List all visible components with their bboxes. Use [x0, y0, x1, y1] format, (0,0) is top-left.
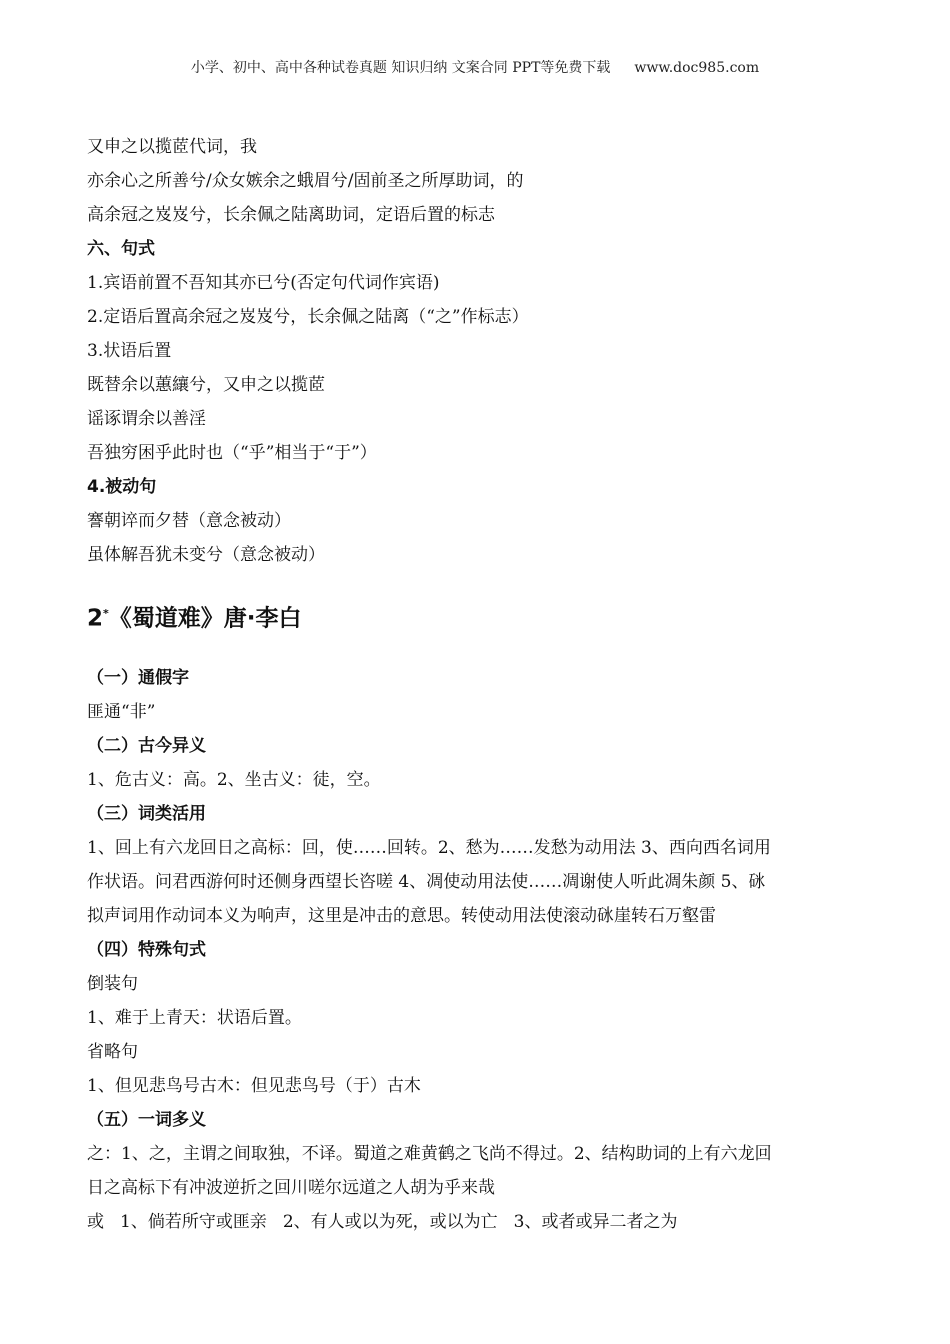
text-line: 之：1、之，主谓之间取独，不译。蜀道之难黄鹤之飞尚不得过。2、结构助词的上有六龙回	[87, 1143, 772, 1164]
header-text: 小学、初中、高中各种试卷真题 知识归纳 文案合同 PPT等免费下载	[190, 60, 611, 76]
text-line: 作状语。问君西游何时还侧身西望长咨嗟 4、凋使动用法使……凋谢使人听此凋朱颜 5、砯	[87, 871, 766, 892]
text-line: 省略句	[87, 1041, 138, 1062]
text-line: 1.宾语前置不吾知其亦已兮(否定句代词作宾语)	[87, 273, 440, 293]
text-line: 2.定语后置高余冠之岌岌兮，长余佩之陆离（“之”作标志）	[87, 307, 529, 327]
text-line: 拟声词用作动词本义为响声，这里是冲击的意思。转使动用法使滚动砯崖转石万壑雷	[87, 905, 716, 926]
poem-asterisk: *	[103, 607, 109, 620]
text-line: 又申之以揽茝代词，我	[87, 137, 257, 157]
text-line: 1、危古义：高。2、坐古义：徒，空。	[87, 769, 381, 790]
huo-label: 或	[87, 1211, 104, 1232]
huo-line	[87, 1205, 867, 1239]
text-line: 倒装句	[87, 973, 138, 994]
section-title: （四）特殊句式	[87, 939, 206, 960]
text-line: 亦余心之所善兮/众女嫉余之蛾眉兮/固前圣之所厚助词，的	[87, 171, 524, 191]
text-line: 虽体解吾犹未变兮（意念被动）	[87, 545, 325, 565]
document-body	[87, 130, 867, 1239]
poem-number: 2	[87, 605, 104, 632]
text-line: 謇朝谇而夕替（意念被动）	[87, 511, 291, 531]
section-title: 六、句式	[87, 239, 155, 259]
section-title: （一）通假字	[87, 667, 189, 688]
huo-item: 3、或者或异二者之为	[513, 1211, 678, 1232]
text-line: 吾独穷困乎此时也（“乎”相当于“于”）	[87, 443, 377, 463]
text-line: 1、难于上青天：状语后置。	[87, 1007, 302, 1028]
section-title: （三）词类活用	[87, 803, 206, 824]
header-url[interactable]: www.doc985.com	[634, 60, 760, 76]
huo-item: 2、有人或以为死，或以为亡	[282, 1211, 498, 1232]
text-line: 既替余以蕙纕兮，又申之以揽茝	[87, 375, 325, 395]
text-line: 3.状语后置	[87, 341, 172, 361]
text-line: 1、回上有六龙回日之高标：回，使……回转。2、愁为……发愁为动用法 3、西向西名词用	[87, 837, 771, 858]
text-line: 谣诼谓余以善淫	[87, 409, 206, 429]
page-header	[0, 57, 950, 77]
poem-heading	[87, 594, 867, 639]
text-line: 匪通“非”	[87, 701, 156, 722]
huo-item: 1、倘若所守或匪亲	[120, 1211, 267, 1232]
section-title: （二）古今异义	[87, 735, 206, 756]
text-line: 高余冠之岌岌兮，长余佩之陆离助词，定语后置的标志	[87, 205, 495, 225]
text-line: 日之高标下有冲波逆折之回川嗟尔远道之人胡为乎来哉	[87, 1177, 495, 1198]
section-title: 4.被动句	[87, 477, 157, 497]
poem-title: 《蜀道难》唐·李白	[108, 605, 302, 632]
section-title: （五）一词多义	[87, 1109, 206, 1130]
text-line: 1、但见悲鸟号古木：但见悲鸟号（于）古木	[87, 1075, 421, 1096]
